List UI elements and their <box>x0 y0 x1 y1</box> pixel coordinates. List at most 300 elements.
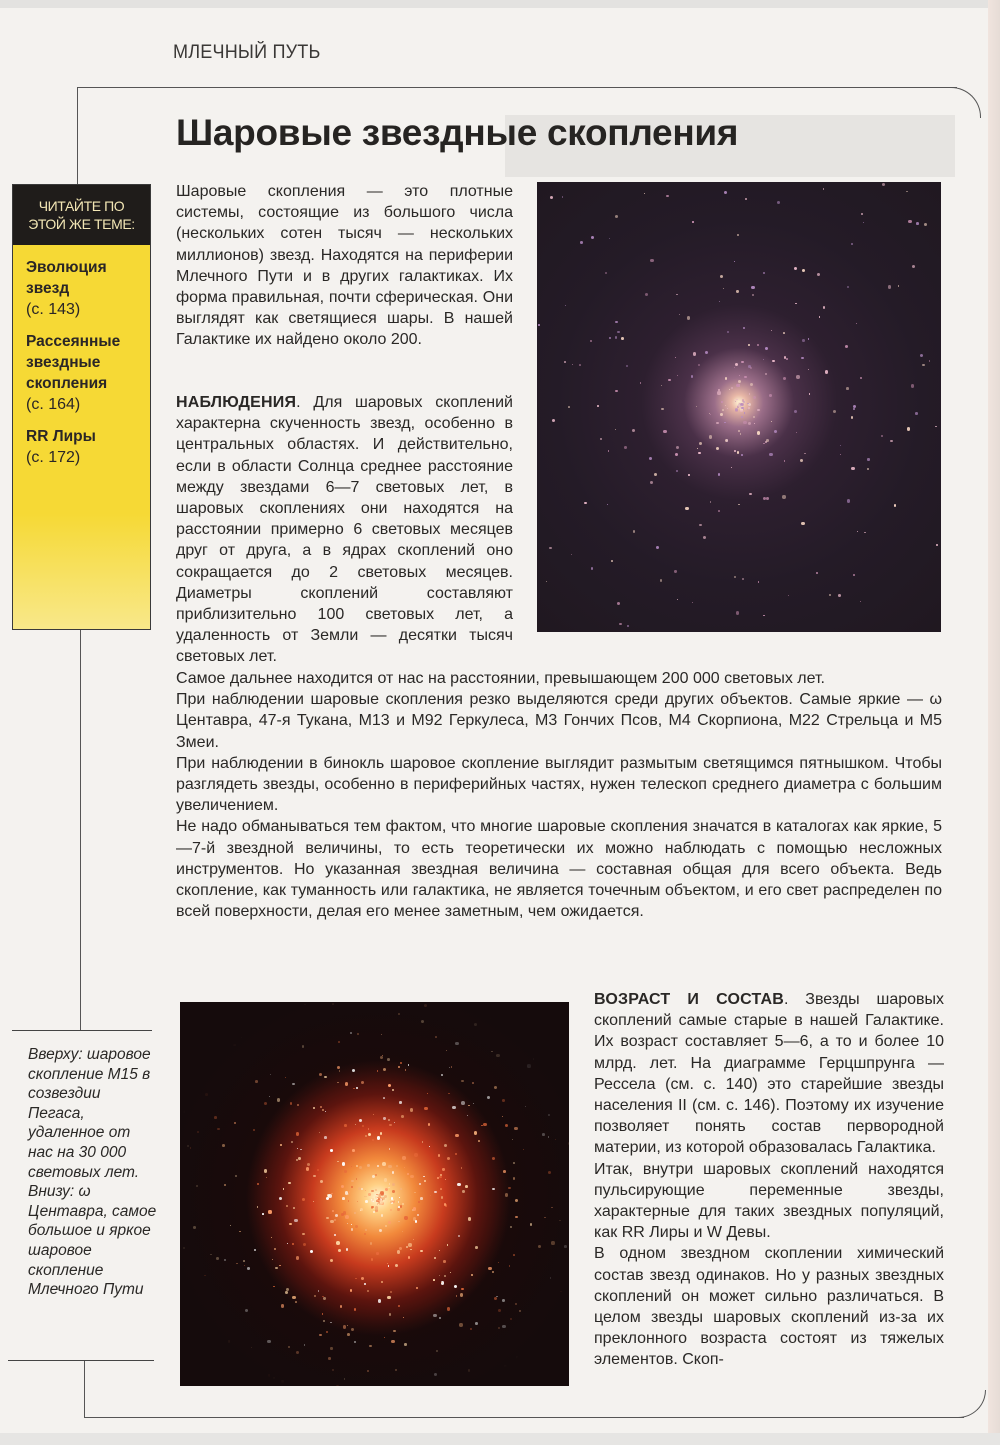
age-text: . Звезды шаровых скоплений самые старые в нашей Галактике. Их возраст составляет 5—6, а то и более 10 млрд. лет. На диаграмме Герцшпрунга — Рессела (см. с. 140) это старейшие звезды населения II (см. с. 146). Поэтому их изучение позволяет понять состав первородной материи, из которой образовалась Галактика. <box>594 991 945 1157</box>
star-speck <box>429 1146 430 1147</box>
star-speck <box>748 344 750 346</box>
star-speck <box>288 1182 291 1185</box>
star-speck <box>772 360 774 362</box>
caption-rule <box>12 1030 152 1031</box>
star-speck <box>554 1033 556 1035</box>
star-speck <box>399 1197 400 1198</box>
star-speck <box>436 1350 438 1352</box>
star-speck <box>391 1197 394 1200</box>
star-speck <box>398 1206 400 1208</box>
star-speck <box>688 474 689 475</box>
star-speck <box>845 345 848 348</box>
star-speck <box>823 306 826 309</box>
star-speck <box>375 1197 377 1199</box>
star-speck <box>340 1305 342 1307</box>
observations-paragraph-3: При наблюдении в бинокль шаровое скопление выглядит размытым светящимся пятнышком. Чтобы разглядеть звезды, особенно в периферийных частях, нужен телескоп среднего диаметра с большим увеличением. <box>176 754 942 815</box>
caption-rule <box>8 1360 154 1361</box>
star-speck <box>372 1201 373 1202</box>
star-speck <box>433 1314 436 1317</box>
star-speck <box>341 1185 344 1188</box>
star-speck <box>422 1141 424 1143</box>
star-speck <box>327 1194 330 1197</box>
frame-corner <box>945 1390 986 1418</box>
star-speck <box>677 599 678 600</box>
star-speck <box>281 1380 285 1384</box>
star-speck <box>735 401 737 403</box>
star-speck <box>338 1249 342 1253</box>
star-speck <box>345 1082 349 1086</box>
star-speck <box>674 570 676 572</box>
star-speck <box>384 1337 385 1338</box>
star-speck <box>721 401 723 403</box>
star-speck <box>404 1167 405 1168</box>
star-speck <box>867 468 869 470</box>
star-speck <box>372 1139 375 1142</box>
star-speck <box>351 1328 354 1331</box>
star-speck <box>555 1139 556 1140</box>
star-speck <box>654 473 657 476</box>
star-speck <box>303 1243 306 1246</box>
star-speck <box>355 1124 356 1125</box>
star-speck <box>300 1149 302 1151</box>
star-speck <box>336 1385 339 1386</box>
star-speck <box>440 1188 442 1190</box>
star-speck <box>851 467 854 470</box>
star-speck <box>650 481 653 484</box>
star-speck <box>505 1124 508 1127</box>
star-speck <box>277 1098 280 1101</box>
star-speck <box>751 286 755 290</box>
star-speck <box>840 454 841 455</box>
star-speck <box>608 450 609 451</box>
star-speck <box>734 450 736 452</box>
star-speck <box>275 1267 278 1270</box>
star-speck <box>377 1136 380 1139</box>
star-speck <box>187 1145 189 1147</box>
star-speck <box>193 1226 196 1229</box>
star-speck <box>369 1345 372 1348</box>
star-speck <box>472 1082 474 1084</box>
star-speck <box>720 275 723 278</box>
star-speck <box>467 1115 468 1116</box>
star-speck <box>399 1247 402 1250</box>
star-speck <box>794 267 798 271</box>
star-speck <box>564 1245 567 1248</box>
page-edge-bottom <box>0 1433 1000 1445</box>
star-speck <box>350 1032 352 1034</box>
star-speck <box>289 1223 292 1226</box>
star-speck <box>801 357 803 359</box>
star-speck <box>387 1058 390 1061</box>
star-speck <box>488 1267 491 1270</box>
star-speck <box>513 1162 515 1164</box>
star-speck <box>345 1191 348 1194</box>
star-speck <box>391 1202 393 1204</box>
star-speck <box>795 303 797 305</box>
star-speck <box>371 1199 374 1202</box>
star-speck <box>890 440 892 442</box>
star-speck <box>344 1170 347 1173</box>
star-speck <box>723 288 724 289</box>
star-speck <box>240 1368 243 1371</box>
star-speck <box>379 1198 382 1201</box>
star-speck <box>687 316 690 319</box>
star-speck <box>615 390 618 393</box>
star-speck <box>590 340 592 342</box>
star-speck <box>771 421 772 422</box>
star-speck <box>744 376 747 379</box>
star-speck <box>461 1167 463 1169</box>
star-speck <box>332 1210 334 1212</box>
frame-line <box>84 1360 85 1418</box>
star-speck <box>846 387 849 390</box>
star-speck <box>440 1174 442 1176</box>
star-speck <box>343 1211 346 1214</box>
star-speck <box>428 1123 430 1125</box>
star-speck <box>666 195 668 197</box>
star-speck <box>334 1219 336 1221</box>
star-speck <box>343 1325 346 1328</box>
star-speck <box>611 560 613 562</box>
star-speck <box>740 403 743 406</box>
star-speck <box>313 1201 314 1202</box>
star-speck <box>378 1196 381 1199</box>
star-speck <box>255 1080 258 1083</box>
star-speck <box>367 1164 370 1167</box>
star-speck <box>285 1291 288 1294</box>
star-speck <box>757 431 760 434</box>
star-speck <box>354 1308 357 1311</box>
star-speck <box>328 1194 332 1198</box>
star-speck <box>398 1013 400 1015</box>
star-speck <box>542 1133 545 1136</box>
star-speck <box>389 1200 391 1202</box>
star-speck <box>402 1156 405 1159</box>
star-speck <box>344 1378 345 1379</box>
star-speck <box>853 405 857 409</box>
star-speck <box>530 1223 533 1226</box>
page-title: Шаровые звездные скопления <box>176 112 739 153</box>
star-speck <box>383 1097 385 1099</box>
star-speck <box>863 222 864 223</box>
star-speck <box>379 1193 381 1195</box>
star-speck <box>406 1246 408 1248</box>
star-speck <box>352 1069 355 1072</box>
star-speck <box>552 1034 554 1036</box>
star-speck <box>747 403 748 404</box>
star-speck <box>383 1068 386 1071</box>
star-speck <box>735 408 737 410</box>
star-speck <box>473 1103 474 1104</box>
star-speck <box>198 1344 199 1345</box>
star-speck <box>724 191 727 194</box>
star-speck <box>381 1281 383 1283</box>
star-speck <box>410 1108 414 1112</box>
star-speck <box>549 547 551 549</box>
star-speck <box>860 601 862 603</box>
star-speck <box>894 504 896 506</box>
see-also-heading-line: ЧИТАЙТЕ ПО <box>38 198 125 214</box>
star-speck <box>286 1205 288 1207</box>
star-speck <box>550 1277 552 1279</box>
star-speck <box>293 1207 295 1209</box>
star-speck <box>320 1106 322 1108</box>
star-speck <box>364 1196 365 1197</box>
star-speck <box>251 1347 252 1348</box>
star-speck <box>458 1183 459 1184</box>
star-speck <box>254 1249 257 1252</box>
star-speck <box>382 1055 383 1056</box>
star-speck <box>555 1063 558 1066</box>
star-speck <box>378 1197 379 1198</box>
star-speck <box>264 1169 268 1173</box>
observations-text: . Для шаровых скоплений характерна скученность звезд, особенно в центральных областях. И действительно, если в области Солнца среднее расстояние между звездами 6—7 световых лет, в шаровых скоплениях они находятся на расстоянии примерно 6 световых месяцев друг от друга, а в ядрах скоплений оно сокращается до 2 световых месяцев. Диаметры скоплений составляют приблизительно 100 световых лет, а удаленность от Земли — десятки тысяч световых лет. <box>176 394 513 666</box>
see-also-item[interactable] <box>26 257 112 320</box>
star-speck <box>468 1369 471 1372</box>
star-speck <box>187 1047 190 1050</box>
star-speck <box>365 1229 367 1231</box>
star-speck <box>378 1197 381 1200</box>
star-speck <box>605 272 607 274</box>
star-speck <box>384 1178 387 1181</box>
star-speck <box>853 574 855 576</box>
star-speck <box>738 380 741 383</box>
star-speck <box>438 1154 440 1156</box>
star-speck <box>388 1084 392 1088</box>
star-speck <box>503 1170 506 1173</box>
star-speck <box>380 1192 383 1195</box>
star-speck <box>533 1058 534 1059</box>
star-speck <box>378 1198 380 1200</box>
star-speck <box>381 1202 384 1205</box>
star-speck <box>233 1044 236 1047</box>
star-speck <box>502 1325 505 1328</box>
star-speck <box>434 1257 436 1259</box>
star-speck <box>519 1310 520 1311</box>
star-speck <box>505 1193 508 1196</box>
star-speck <box>376 1194 378 1196</box>
star-speck <box>754 423 756 425</box>
star-speck <box>410 1249 412 1251</box>
star-speck <box>559 1036 560 1037</box>
star-speck <box>372 1175 375 1178</box>
star-speck <box>504 1365 507 1368</box>
star-speck <box>691 375 693 377</box>
frame-line <box>77 87 78 185</box>
star-speck <box>306 1167 309 1170</box>
star-speck <box>287 1243 288 1244</box>
star-speck <box>397 1208 400 1211</box>
star-speck <box>737 234 739 236</box>
star-speck <box>214 1116 217 1119</box>
star-speck <box>399 1101 401 1103</box>
star-speck <box>809 393 811 395</box>
star-speck <box>881 435 883 437</box>
star-speck <box>719 301 720 302</box>
star-speck <box>454 1285 457 1288</box>
star-speck <box>502 1099 505 1102</box>
star-speck <box>371 1200 373 1202</box>
star-speck <box>551 1241 554 1244</box>
star-speck <box>788 595 789 596</box>
star-speck <box>392 1183 395 1186</box>
star-speck <box>354 1341 356 1343</box>
star-speck <box>494 1297 497 1300</box>
star-speck <box>765 347 768 350</box>
star-speck <box>515 1303 517 1305</box>
star-speck <box>677 375 678 376</box>
star-speck <box>840 445 842 447</box>
star-speck <box>609 238 610 239</box>
star-speck <box>867 458 869 460</box>
see-also-item[interactable] <box>26 331 126 415</box>
star-speck <box>342 1197 345 1200</box>
star-speck <box>323 1320 325 1322</box>
star-speck <box>378 1198 379 1199</box>
star-speck <box>447 1244 448 1245</box>
star-speck <box>404 1343 406 1345</box>
star-speck <box>502 1299 505 1302</box>
star-speck <box>757 344 760 347</box>
star-speck <box>627 625 629 627</box>
star-speck <box>912 265 915 268</box>
star-speck <box>474 1023 477 1026</box>
star-speck <box>304 1344 306 1346</box>
star-speck <box>829 594 831 596</box>
photo-m15-cluster <box>537 182 941 632</box>
star-speck <box>347 1325 348 1326</box>
star-speck <box>330 1322 332 1324</box>
star-speck <box>860 377 862 379</box>
star-speck <box>424 1004 427 1007</box>
star-speck <box>461 1288 464 1291</box>
star-speck <box>455 1042 458 1045</box>
star-speck <box>268 1374 270 1376</box>
see-also-heading <box>13 185 150 245</box>
star-speck <box>744 412 746 414</box>
star-speck <box>421 1020 424 1023</box>
star-speck <box>424 1107 427 1110</box>
star-speck <box>743 401 745 403</box>
star-speck <box>332 1003 334 1005</box>
star-speck <box>696 406 697 407</box>
star-speck <box>546 581 547 582</box>
star-speck <box>292 1243 295 1246</box>
star-speck <box>626 365 628 367</box>
see-also-item-title: Эволюция звезд <box>26 259 107 297</box>
star-speck <box>731 387 733 389</box>
star-speck <box>355 1225 358 1228</box>
star-speck <box>716 422 719 425</box>
star-speck <box>817 273 820 276</box>
star-speck <box>384 1195 387 1198</box>
star-speck <box>413 1239 414 1240</box>
star-speck <box>382 1193 383 1194</box>
star-speck <box>419 1183 421 1185</box>
star-speck <box>314 1295 316 1297</box>
star-speck <box>600 438 601 439</box>
star-speck <box>459 1323 462 1326</box>
star-speck <box>808 369 809 370</box>
star-speck <box>442 1168 444 1170</box>
star-speck <box>235 1175 237 1177</box>
star-speck <box>330 1149 333 1152</box>
star-speck <box>794 410 797 413</box>
star-speck <box>294 1219 297 1222</box>
star-speck <box>510 1318 512 1320</box>
star-speck <box>492 1188 495 1191</box>
star-speck <box>548 1171 551 1174</box>
star-speck <box>786 358 788 360</box>
star-speck <box>222 1144 225 1147</box>
star-speck <box>302 1045 304 1047</box>
star-speck <box>668 379 670 381</box>
see-also-box <box>12 184 151 630</box>
star-speck <box>297 1148 298 1149</box>
star-speck <box>274 1248 275 1249</box>
star-speck <box>388 1265 389 1266</box>
star-speck <box>373 1114 374 1115</box>
star-speck <box>392 1200 395 1203</box>
star-speck <box>241 1037 242 1038</box>
star-speck <box>295 1301 297 1303</box>
star-speck <box>330 1259 333 1262</box>
page-edge <box>0 0 1000 8</box>
star-speck <box>351 1180 354 1183</box>
star-speck <box>698 452 700 454</box>
star-speck <box>398 1221 400 1223</box>
star-speck <box>475 1246 478 1249</box>
star-speck <box>796 432 797 433</box>
star-speck <box>210 1254 211 1255</box>
star-speck <box>376 1199 377 1200</box>
star-speck <box>461 1080 463 1082</box>
star-speck <box>380 1056 383 1059</box>
star-speck <box>782 495 785 498</box>
star-speck <box>322 1109 324 1111</box>
star-speck <box>253 1129 255 1131</box>
star-speck <box>441 1281 444 1284</box>
star-speck <box>568 1142 569 1145</box>
star-speck <box>417 1214 419 1216</box>
star-speck <box>384 1204 385 1205</box>
star-speck <box>607 504 608 505</box>
star-speck <box>400 1062 402 1064</box>
star-speck <box>685 507 688 510</box>
star-speck <box>368 1193 371 1196</box>
star-speck <box>377 1199 380 1202</box>
star-speck <box>269 1096 270 1097</box>
star-speck <box>734 261 735 262</box>
star-speck <box>389 1183 391 1185</box>
star-speck <box>441 1196 444 1199</box>
star-speck <box>816 572 818 574</box>
star-speck <box>368 1133 371 1136</box>
star-speck <box>361 1081 364 1084</box>
star-speck <box>645 293 649 297</box>
see-also-item[interactable] <box>26 426 150 468</box>
star-speck <box>491 1051 493 1053</box>
star-speck <box>338 1041 340 1043</box>
star-speck <box>529 1010 532 1013</box>
star-speck <box>347 1193 349 1195</box>
star-speck <box>353 1088 355 1090</box>
star-speck <box>186 1308 188 1310</box>
star-speck <box>447 1157 450 1160</box>
star-speck <box>364 1283 366 1285</box>
star-speck <box>847 499 850 502</box>
star-speck <box>741 454 743 456</box>
